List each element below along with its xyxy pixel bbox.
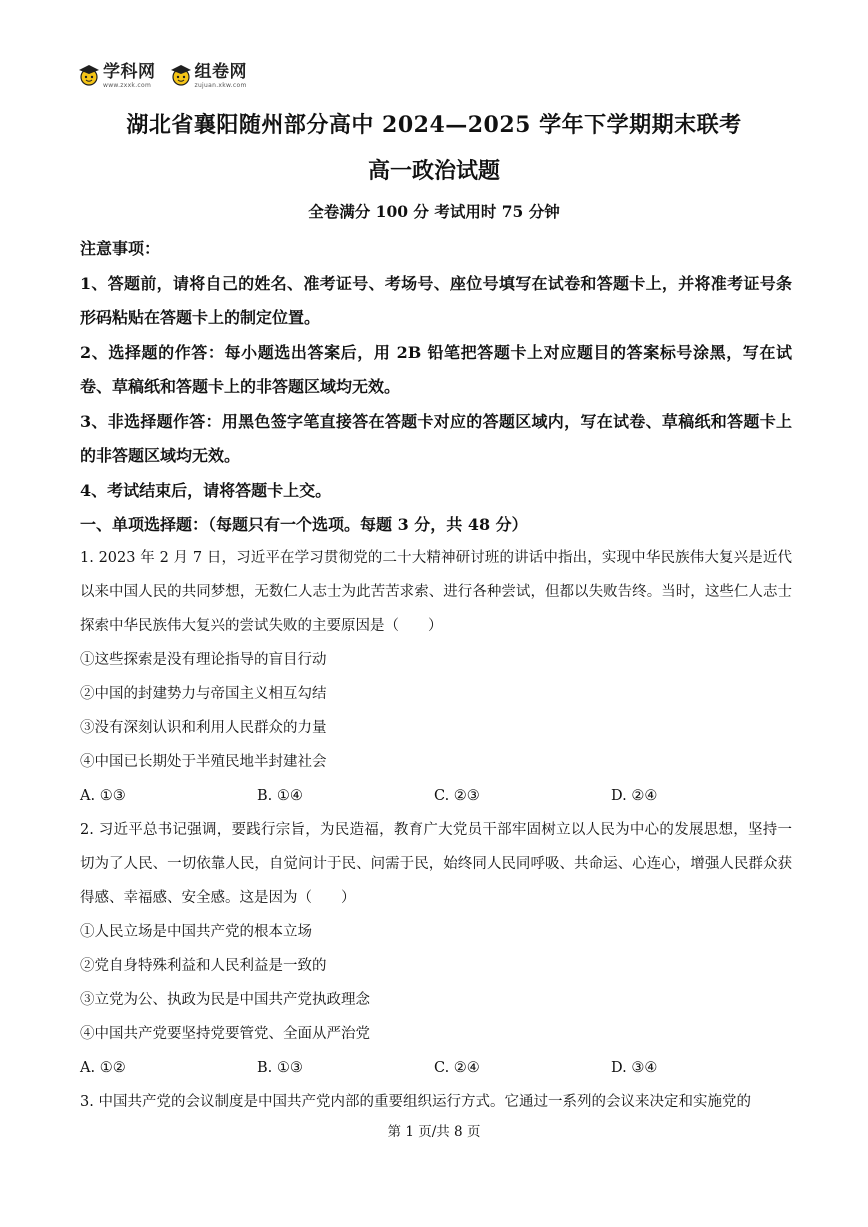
choice-b: B. ①④ (257, 788, 303, 804)
choice-c: C. ②④ (434, 1060, 480, 1076)
question-option: ①这些探索是没有理论指导的盲目行动 (80, 652, 327, 668)
section-heading: 一、单项选择题：（每题只有一个选项。每题 3 分，共 48 分） (80, 515, 528, 534)
question-stem: 2. 习近平总书记强调，要践行宗旨，为民造福，教育广大党员干部牢固树立以人民为中心的发展思想，坚持一切为了人民、一切依靠人民，自觉问计于民、问需于民，始终同人民同呼吸、共命运、心连心，增强人民群众获得感、幸福感、安全感。这是因为（ ） (80, 822, 792, 906)
question-option: ④中国已长期处于半殖民地半封建社会 (80, 754, 327, 770)
question-3 (80, 1085, 792, 1119)
question-option: ④中国共产党要坚持党要管党、全面从严治党 (80, 1026, 370, 1042)
logo-name: 学科网 (103, 62, 156, 82)
note-item: 1、答题前，请将自己的姓名、准考证号、考场号、座位号填写在试卷和答题卡上，并将准考证号条形码粘贴在答题卡上的制定位置。 (80, 273, 792, 327)
zujuan-logo (170, 64, 248, 89)
logo-url: zujuan.xkw.com (194, 82, 247, 89)
choice-d: D. ②④ (611, 788, 658, 804)
questions-section (80, 541, 792, 1119)
question-stem: 1. 2023 年 2 月 7 日，习近平在学习贯彻党的二十大精神研讨班的讲话中指出，实现中华民族伟大复兴是近代以来中国人民的共同梦想，无数仁人志士为此苦苦求索、进行各种尝试，但都以失败告终。当时，这些仁人志士探索中华民族伟大复兴的尝试失败的主要原因是（ ） (80, 550, 792, 634)
exam-meta: 全卷满分 100 分 考试用时 75 分钟 (308, 202, 560, 221)
page-footer: 第 1 页/共 8 页 (387, 1124, 481, 1140)
graduation-cap-face-icon (78, 64, 100, 86)
choice-c: C. ②③ (434, 788, 480, 804)
notes-section (80, 232, 792, 543)
note-item: 3、非选择题作答：用黑色签字笔直接答在答题卡对应的答题区域内，写在试卷、草稿纸和答题卡上的非答题区域均无效。 (80, 411, 792, 465)
question-option: ①人民立场是中国共产党的根本立场 (80, 924, 312, 940)
choice-d: D. ③④ (611, 1060, 658, 1076)
graduation-cap-face-icon (170, 64, 192, 86)
choice-a: A. ①③ (80, 788, 126, 804)
question-option: ②党自身特殊利益和人民利益是一致的 (80, 958, 327, 974)
notes-heading: 注意事项： (80, 239, 161, 258)
question-stem: 3. 中国共产党的会议制度是中国共产党内部的重要组织运行方式。它通过一系列的会议来决定和实施党的 (80, 1094, 751, 1110)
question-1 (80, 541, 792, 813)
exam-title: 湖北省襄阳随州部分高中 2024—2025 学年下学期期末联考 (126, 112, 742, 138)
zxxk-logo (78, 64, 156, 89)
question-option: ②中国的封建势力与帝国主义相互勾结 (80, 686, 327, 702)
logo-url: www.zxxk.com (103, 82, 152, 89)
answer-choices (80, 1051, 792, 1085)
logo-name: 组卷网 (194, 62, 247, 82)
answer-choices (80, 779, 792, 813)
choice-b: B. ①③ (257, 1060, 303, 1076)
logo-row (78, 64, 247, 89)
choice-a: A. ①② (80, 1060, 126, 1076)
question-option: ③立党为公、执政为民是中国共产党执政理念 (80, 992, 370, 1008)
note-item: 4、考试结束后，请将答题卡上交。 (80, 480, 332, 500)
question-option: ③没有深刻认识和利用人民群众的力量 (80, 720, 327, 736)
note-item: 2、选择题的作答：每小题选出答案后，用 2B 铅笔把答题卡上对应题目的答案标号涂黑，写在试卷、草稿纸和答题卡上的非答题区域均无效。 (80, 342, 792, 396)
exam-subtitle: 高一政治试题 (367, 158, 500, 184)
question-2 (80, 813, 792, 1085)
